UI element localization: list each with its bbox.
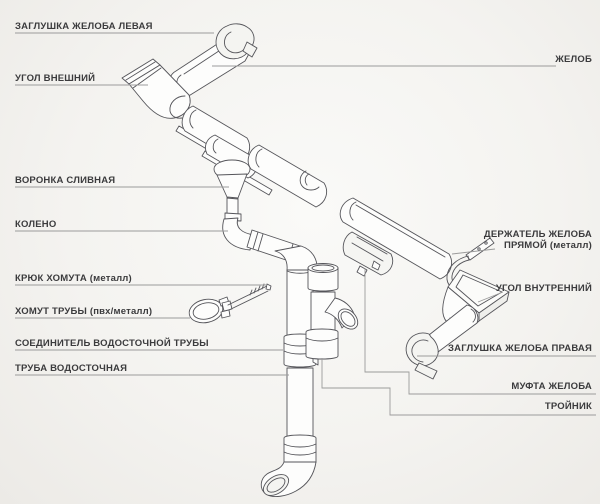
- label-gutter: ЖЕЛОБ: [555, 54, 592, 65]
- label-tee: ТРОЙНИК: [544, 401, 592, 412]
- clamp-hook-drawing: [228, 284, 271, 310]
- gutter-cap-left-drawing: [216, 24, 257, 59]
- label-drain-funnel: ВОРОНКА СЛИВНАЯ: [15, 175, 116, 186]
- label-gutter-holder: [484, 229, 592, 251]
- label-pipe-clamp: ХОМУТ ТРУБЫ (пвх/металл): [15, 306, 153, 317]
- tee-drawing: [306, 264, 362, 360]
- label-gutter-coupling: МУФТА ЖЕЛОБА: [511, 381, 592, 392]
- label-gutter-holder-line1: ДЕРЖАТЕЛЬ ЖЕЛОБА: [483, 229, 592, 240]
- label-gutter-holder-line2: ПРЯМОЙ (металл): [503, 240, 592, 251]
- label-gutter-cap-right: ЗАГЛУШКА ЖЕЛОБА ПРАВАЯ: [448, 343, 592, 354]
- elbow-drawing: [223, 213, 317, 271]
- label-gutter-cap-left: ЗАГЛУШКА ЖЕЛОБА ЛЕВАЯ: [15, 21, 153, 32]
- outer-corner-drawing: [122, 59, 190, 118]
- downpipe-drawing: [287, 368, 313, 436]
- label-outer-corner: УГОЛ ВНЕШНИЙ: [15, 73, 96, 84]
- pipe-clamp-drawing: [187, 296, 232, 326]
- downpipe-outlet-drawing: [260, 435, 316, 500]
- label-inner-corner: УГОЛ ВНУТРЕННИЙ: [495, 283, 592, 294]
- label-elbow: КОЛЕНО: [15, 219, 57, 230]
- label-downpipe: ТРУБА ВОДОСТОЧНАЯ: [15, 363, 128, 374]
- label-clamp-hook: КРЮК ХОМУТА (металл): [15, 273, 132, 284]
- gutter-section-drawing: [248, 145, 326, 207]
- label-downpipe-connector: СОЕДИНИТЕЛЬ ВОДОСТОЧНОЙ ТРУБЫ: [15, 338, 209, 349]
